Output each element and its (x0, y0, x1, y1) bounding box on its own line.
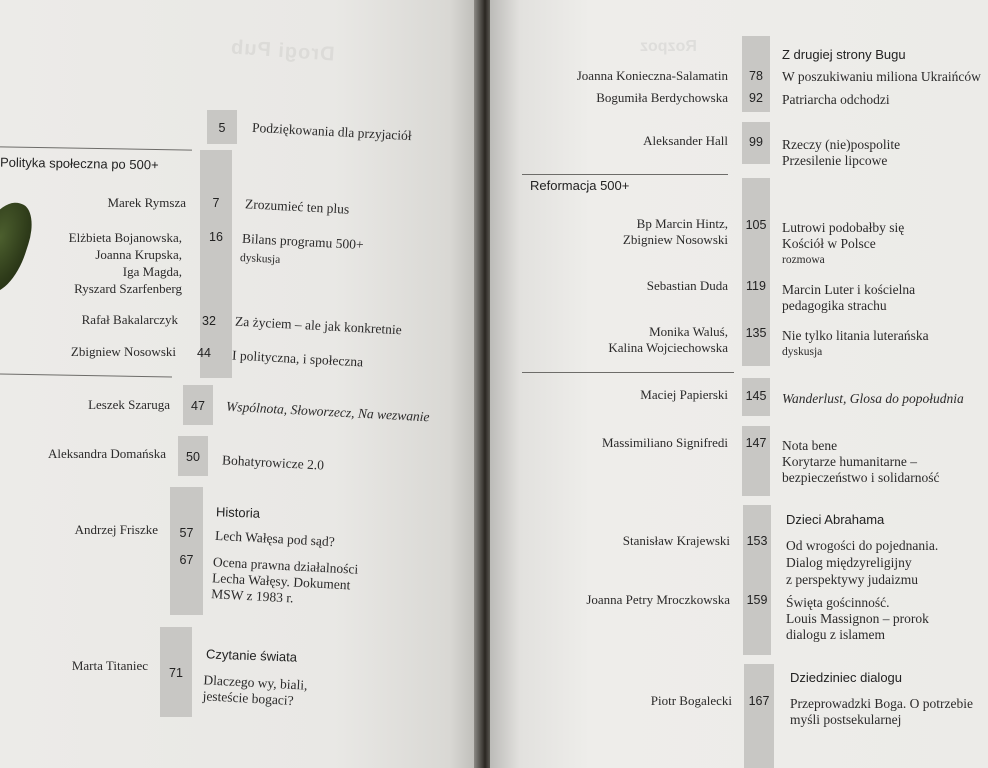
entry-title: Od wrogości do pojednania. Dialog międzyreligijny z perspektywy judaizmu (786, 538, 939, 587)
entry-title: Zrozumieć ten plus (244, 196, 350, 217)
page-number: 67 (179, 553, 194, 567)
entry-author: Sebastian Duda (646, 278, 728, 293)
entry-note: dyskusja (782, 346, 823, 358)
page-number: 99 (749, 135, 763, 149)
page-number: 7 (212, 196, 220, 210)
entry-author: Marek Rymsza (107, 195, 186, 210)
page-number: 135 (745, 326, 767, 340)
entry-title: Przeprowadzki Boga. O potrzebie myśli postsekularnej (790, 696, 973, 727)
entry-title: Marcin Luter i kościelna pedagogika strachu (782, 282, 916, 313)
entry-author: Bogumiła Berdychowska (596, 90, 728, 105)
entry-title: Rzeczy (nie)pospolite Przesilenie lipcowe (782, 137, 901, 168)
section-heading: Reformacja 500+ (530, 178, 630, 193)
page-number: 105 (745, 218, 767, 232)
page-number: 153 (746, 534, 768, 548)
entry-title: Ocena prawna działalności Lecha Wałęsy. Dokument MSW z 1983 r. (210, 554, 359, 606)
page-number-bar (200, 150, 232, 378)
section-rule (522, 372, 734, 373)
page-number: 159 (746, 593, 768, 607)
entry-author: Joanna Petry Mroczkowska (586, 592, 730, 607)
entry-title: Patriarcha odchodzi (782, 92, 890, 107)
entry-author: Piotr Bogalecki (650, 693, 732, 708)
entry-author: Joanna Konieczna-Salamatin (576, 68, 728, 83)
entry-title: Za życiem – ale jak konkretnie (234, 313, 403, 338)
entry-title: Lech Wałęsa pod sąd? (214, 527, 336, 550)
entry-author: Marta Titaniec (71, 658, 148, 673)
entry-author: Aleksander Hall (643, 133, 728, 148)
entry-title: Dlaczego wy, biali, jesteście bogaci? (202, 672, 308, 709)
entry-author: Zbigniew Nosowski (70, 344, 176, 359)
entry-title: Wspólnota, Słoworzecz, Na wezwanie (225, 398, 430, 425)
page-number: 57 (179, 526, 194, 540)
page-number: 16 (209, 230, 223, 244)
page-number: 167 (748, 694, 770, 708)
entry-title: Lutrowi podobałby się Kościół w Polsce (782, 220, 905, 251)
page-number: 71 (169, 666, 183, 680)
entry-title: Nota bene Korytarze humanitarne – bezpieczeństwo i solidarność (782, 438, 940, 485)
entry-author: Massimiliano Signifredi (601, 435, 728, 450)
page-number-bar (170, 487, 203, 615)
page-number: 92 (749, 91, 763, 105)
section-heading: Polityka społeczna po 500+ (0, 154, 159, 173)
bleed-through-text: Rozpoz (640, 38, 697, 55)
right-page (490, 0, 988, 768)
entry-title: Nie tylko litania luterańska (782, 328, 929, 343)
section-heading: Dziedziniec dialogu (790, 670, 903, 685)
entry-author: Stanisław Krajewski (622, 533, 730, 548)
entry-title: Święta gościnność. Louis Massignon – prorok dialogu z islamem (786, 595, 929, 642)
page-number: 119 (746, 279, 766, 293)
entry-author: Andrzej Friszke (74, 522, 158, 537)
entry-title: I polityczna, i społeczna (231, 347, 364, 370)
section-heading: Czytanie świata (205, 646, 298, 665)
bleed-through-text: Drogi Pub (229, 36, 336, 66)
section-heading: Z drugiej strony Bugu (782, 47, 906, 62)
entry-title: Podziękowania dla przyjaciół (251, 119, 413, 144)
page-number: 145 (745, 389, 767, 403)
page-number: 47 (191, 399, 205, 413)
entry-author: Maciej Papierski (640, 387, 728, 402)
section-rule (0, 146, 192, 150)
section-heading: Historia (215, 504, 261, 521)
entry-title: Bohatyrowicze 2.0 (221, 452, 325, 473)
page-number: 147 (745, 436, 767, 450)
section-heading: Dzieci Abrahama (786, 512, 885, 527)
page-number: 5 (218, 121, 226, 135)
entry-note: dyskusja (239, 251, 281, 267)
page-number: 44 (197, 346, 211, 360)
entry-author: Elżbieta Bojanowska, Joanna Krupska, Iga Magda, Ryszard Szarfenberg (68, 230, 182, 296)
section-rule (0, 373, 172, 377)
page-number: 50 (186, 450, 200, 464)
page-number-bar (743, 505, 771, 655)
page-number-bar (744, 664, 774, 768)
page-number: 32 (202, 314, 216, 328)
entry-author: Bp Marcin Hintz, Zbigniew Nosowski (622, 216, 728, 247)
entry-author: Monika Waluś, Kalina Wojciechowska (608, 324, 728, 355)
entry-title: W poszukiwaniu miliona Ukraińców (782, 69, 981, 84)
entry-title: Bilans programu 500+ (241, 230, 364, 253)
entry-author: Leszek Szaruga (88, 397, 170, 412)
entry-title: Wanderlust, Glosa do popołudnia (782, 391, 964, 406)
section-rule (522, 174, 728, 175)
entry-author: Aleksandra Domańska (47, 446, 166, 461)
page-number: 78 (749, 69, 763, 83)
left-page (0, 0, 478, 768)
entry-note: rozmowa (782, 254, 825, 266)
entry-author: Rafał Bakalarczyk (81, 312, 178, 327)
